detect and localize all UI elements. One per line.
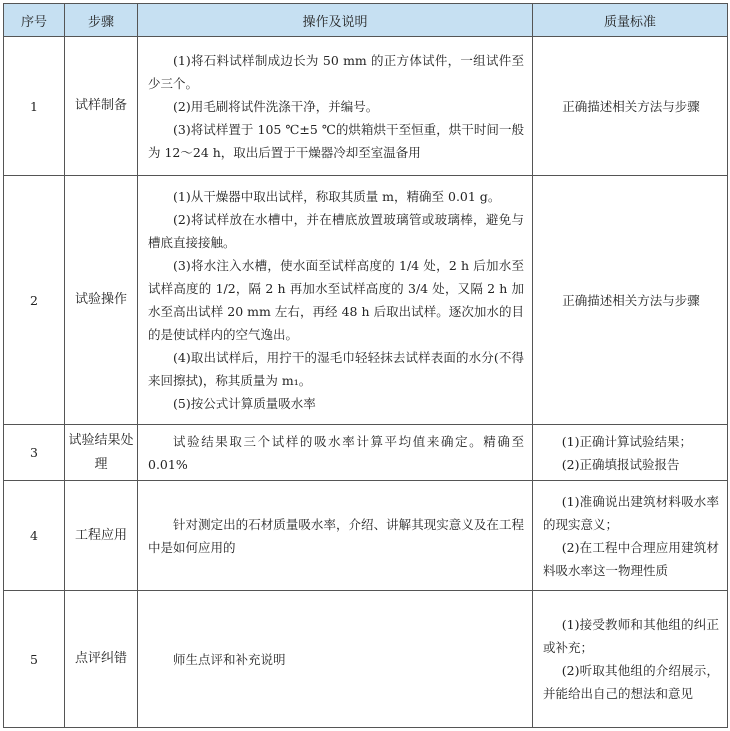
row-number: 1 — [4, 37, 65, 176]
ops-line: (1)从干燥器中取出试样，称取其质量 m，精确至 0.01 g。 — [173, 189, 501, 204]
quality-line: 正确描述相关方法与步骤 — [562, 99, 700, 114]
row-ops — [138, 176, 533, 425]
row-number: 3 — [4, 425, 65, 481]
ops-line: (4)取出试样后，用拧干的湿毛巾轻轻抹去试样表面的水分(不得来回擦拭)，称其质量为 m₁。 — [148, 350, 524, 388]
row-step: 试验结果处理 — [65, 425, 138, 481]
quality-line: 正确描述相关方法与步骤 — [562, 293, 700, 308]
ops-line: (2)将试样放在水槽中，并在槽底放置玻璃管或玻璃棒，避免与槽底直接接触。 — [148, 212, 524, 250]
header-row — [4, 4, 728, 37]
row-ops — [138, 425, 533, 481]
procedure-table — [3, 3, 728, 728]
ops-line: (5)按公式计算质量吸水率 — [173, 396, 316, 411]
quality-line: (2)在工程中合理应用建筑材料吸水率这一物理性质 — [543, 539, 719, 578]
row-number: 2 — [4, 176, 65, 425]
table-row — [4, 481, 728, 591]
header-ops: 操作及说明 — [138, 4, 533, 37]
quality-line: (2)听取其他组的介绍展示，并能给出自己的想法和意见 — [543, 663, 719, 701]
table-row — [4, 425, 728, 481]
row-ops — [138, 37, 533, 176]
row-step: 试样制备 — [65, 37, 138, 176]
row-step: 工程应用 — [65, 481, 138, 591]
header-quality: 质量标准 — [533, 4, 728, 37]
row-ops — [138, 481, 533, 591]
row-number: 4 — [4, 481, 65, 591]
ops-line: (2)用毛刷将试件洗涤干净，并编号。 — [173, 98, 379, 114]
quality-line: (1)准确说出建筑材料吸水率的现实意义； — [543, 493, 719, 532]
table-row — [4, 37, 728, 176]
row-quality — [533, 37, 728, 176]
row-quality — [533, 591, 728, 728]
table-row — [4, 176, 728, 425]
ops-line: 针对测定出的石材质量吸水率，介绍、讲解其现实意义及在工程中是如何应用的 — [148, 516, 524, 555]
row-number: 5 — [4, 591, 65, 728]
header-no: 序号 — [4, 4, 65, 37]
quality-line: (2)正确填报试验报告 — [561, 456, 680, 472]
row-quality — [533, 176, 728, 425]
header-step: 步骤 — [65, 4, 138, 37]
row-quality — [533, 425, 728, 481]
quality-line: (1)正确计算试验结果； — [561, 433, 692, 449]
row-step: 试验操作 — [65, 176, 138, 425]
ops-line: 试验结果取三个试样的吸水率计算平均值来确定。精确至 0.01% — [148, 433, 524, 472]
quality-line: (1)接受教师和其他组的纠正或补充； — [543, 617, 719, 655]
table-row — [4, 591, 728, 728]
row-quality — [533, 481, 728, 591]
ops-line: 师生点评和补充说明 — [173, 651, 286, 667]
row-step: 点评纠错 — [65, 591, 138, 728]
ops-line: (3)将水注入水槽，使水面至试样高度的 1/4 处，2 h 后加水至试样高度的 1/2，隔 2 h 再加水至试样高度的 3/4 处，又隔 2 h 加水至高出试样 20 mm 左右，再经 48 h 后取出试样。逐次加水的目的是使试样内的空气逸出。 — [148, 258, 524, 342]
ops-line: (1)将石料试样制成边长为 50 mm 的正方体试件，一组试件至少三个。 — [148, 52, 524, 91]
ops-line: (3)将试样置于 105 ℃±5 ℃的烘箱烘干至恒重，烘干时间一般为 12～24 h，取出后置于干燥器冷却至室温备用 — [148, 121, 524, 160]
row-ops — [138, 591, 533, 728]
